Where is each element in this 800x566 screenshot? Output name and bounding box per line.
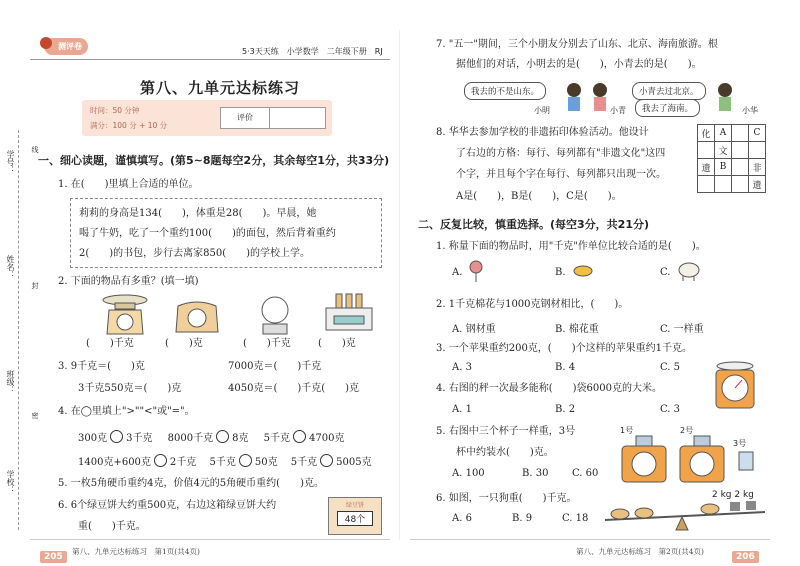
page-number: 205 [40,544,67,563]
r-q6-title: 6. 如图，一只狗重( )千克。 [436,493,577,504]
q1-line-3: 2( )的书包，步行去离家850( )的学校上学。 [79,248,311,259]
r-q3-option-c[interactable]: C. 5 [660,362,681,373]
r-q2-option-b[interactable]: B. 棉花重 [555,324,599,335]
info-box [82,100,332,136]
right-page [400,0,800,566]
q7-line-2: 据他们的对话，小明去的是( )，小青去的是( )。 [456,59,702,70]
spring-scale-icon [255,292,295,338]
r-q5-option-b[interactable]: B. 30 [522,468,549,479]
r-q2-option-c[interactable]: C. 一样重 [660,324,704,335]
time-info: 时间：50 分钟 [90,106,140,115]
cut-mark-2: 封 [31,282,39,289]
cut-mark-3: 密 [31,412,39,419]
score-info: 满分：100 分 + 10 分 [90,121,168,130]
r-q3-option-a[interactable]: A. 3 [452,362,472,373]
compare-circle[interactable] [320,454,333,467]
cup-3-icon [736,450,756,472]
character-grid: 化 A C 文 遗 B 非 遗 [697,124,766,193]
cup-label-3: 3号 [733,439,747,448]
q6-line-2: 重( )千克。 [78,521,146,532]
logo-badge: 测评卷 [44,38,88,55]
q7-line-1: 7. "五一"期间，三个小朋友分别去了山东、北京、海南旅游。根 [436,39,718,50]
q6-line-1: 6. 6个绿豆饼大约重500克，右边这箱绿豆饼大约 [58,500,277,511]
r-q2-option-a[interactable]: A. 钢材重 [452,324,496,335]
r-q1-option-c[interactable]: C. [660,267,671,278]
name-xiaoming: 小明 [534,106,550,115]
compare-circle[interactable] [216,430,229,443]
r-q4-option-c[interactable]: C. 3 [660,404,681,415]
q2-answer-4: ( )克 [318,338,356,349]
class-label: 班级： [6,370,15,394]
platform-scale-icon [95,292,155,336]
balance-dogs-icon [600,500,770,532]
q3-line-1: 3. 9千克＝( )克 [58,361,145,372]
r-q4-option-a[interactable]: A. 1 [452,404,472,415]
electronic-scale-icon [322,292,377,336]
name-xiaoqing: 小青 [610,106,626,115]
r-q1-title: 1. 称量下面的物品时，用"千克"作单位比较合适的是( )。 [436,241,706,252]
cut-line [18,130,19,530]
cup-label-1: 1号 [620,426,634,435]
r-q4-title: 4. 右图的秤一次最多能称( )袋6000克的大米。 [436,383,662,394]
compare-circle[interactable] [110,430,123,443]
footer-rule [30,539,390,540]
book-header: 5·3天天练 小学数学 二年级下册 RJ [242,47,383,56]
r-q4-option-b[interactable]: B. 2 [555,404,576,415]
bubble-xiaoqing: 小青去过北京。 [632,82,706,100]
q2-answer-1: ( )千克 [86,338,134,349]
q2-title: 2. 下面的物品有多重？(填一填) [58,276,199,287]
school-label: 学校： [6,470,15,494]
student-id-label: 学号： [6,150,15,174]
corn-icon [572,262,594,280]
compare-circle[interactable] [293,430,306,443]
q3-line-4: 4050克＝( )千克( )克 [228,383,360,394]
q1-line-2: 喝了牛奶，吃了一个重约100( )的面包，然后背着重约 [79,228,336,239]
q2-answer-3: ( )千克 [243,338,291,349]
header-rule [30,59,390,60]
section-1-heading: 一、细心读题，谨慎填写。(第5~8题每空2分，其余每空1分，共33分) [38,154,390,167]
r-q2-title: 2. 1千克棉花与1000克钢材相比，( )。 [436,299,629,310]
bubble-xiaohua: 我去了海南。 [635,99,700,117]
q1-passage-box [70,198,382,268]
child-icon [710,80,740,114]
scale-2-icon [676,434,728,484]
cup-label-2: 2号 [680,426,694,435]
q4-title: 4. 在◯里填上">""<"或"="。 [58,406,195,417]
r-q1-option-a[interactable]: A. [452,267,463,278]
r-q1-option-b[interactable]: B. [555,267,566,278]
r-q6-option-b[interactable]: B. 9 [512,513,533,524]
compare-circle[interactable] [154,454,167,467]
q3-line-3: 3千克550克＝( )克 [78,383,182,394]
r-q5-option-c[interactable]: C. 60 [572,468,599,479]
scale-1-icon [618,434,670,484]
binding-strip [0,0,39,566]
r-q5-option-a[interactable]: A. 100 [452,468,485,479]
q8-line-1: 8. 华华去参加学校的非遗拓印体验活动。他设计 [436,127,649,138]
cut-mark-1: 线 [31,146,39,153]
right-footer-rule [410,539,770,540]
q8-line-4: A是( )，B是( )，C是( )。 [456,191,622,202]
q5-text: 5. 一枚5角硬币重约4克，价值4元的5角硬币重约( )克。 [58,478,324,489]
logo-icon [40,37,52,49]
r-q5-line-1: 5. 右图中三个杯子一样重，3号 [436,426,576,437]
q8-line-2: 了右边的方格：每行、每列都有"非遗文化"这四 [456,148,666,159]
q4-row-1: 300克 3千克 8000千克 8克 5千克 4700克 [78,430,345,446]
bathroom-scale-icon [170,294,225,336]
q1-line-1: 莉莉的身高是134( )，体重是28( )。早晨，她 [79,208,317,219]
page-title: 第八、九单元达标练习 [140,79,301,97]
name-label: 姓名： [6,255,15,279]
r-q6-option-c[interactable]: C. 18 [562,513,589,524]
dial-scale-icon [710,360,760,410]
r-q3-option-b[interactable]: B. 4 [555,362,576,373]
q1-title: 1. 在( )里填上合适的单位。 [58,179,199,190]
weights-label: 2 kg 2 kg [712,490,754,500]
box-name: 绿豆饼 [345,502,364,509]
bubble-xiaoming: 我去的不是山东。 [464,82,546,100]
name-xiaohua: 小华 [742,106,758,115]
footer-text: 第八、九单元达标练习 第1页(共4页) [72,547,200,556]
r-q3-title: 3. 一个苹果重约200克，( )个这样的苹果重约1千克。 [436,343,692,354]
compare-circle[interactable] [239,454,252,467]
q3-line-2: 7000克＝( )千克 [228,361,322,372]
eval-label: 评价 [220,107,270,129]
right-footer-text: 第八、九单元达标练习 第2页(共4页) [576,547,704,556]
r-q5-line-2: 杯中约装水( )克。 [456,447,554,458]
box-icon [328,497,382,535]
sheep-icon [676,258,702,282]
box-count: 48个 [337,511,373,526]
lollipop-icon [468,260,484,282]
q8-line-3: 个字，并且每个字在每行、每列都只出现一次。 [456,169,666,180]
r-q6-option-a[interactable]: A. 6 [452,513,472,524]
right-page-number: 206 [732,544,759,563]
q2-answer-2: ( )克 [165,338,203,349]
q4-row-2: 1400克+600克 2千克 5千克 50克 5千克 5005克 [78,454,372,470]
section-2-heading: 二、反复比较，慎重选择。(每空3分，共21分) [418,218,650,231]
eval-field[interactable] [269,107,326,129]
